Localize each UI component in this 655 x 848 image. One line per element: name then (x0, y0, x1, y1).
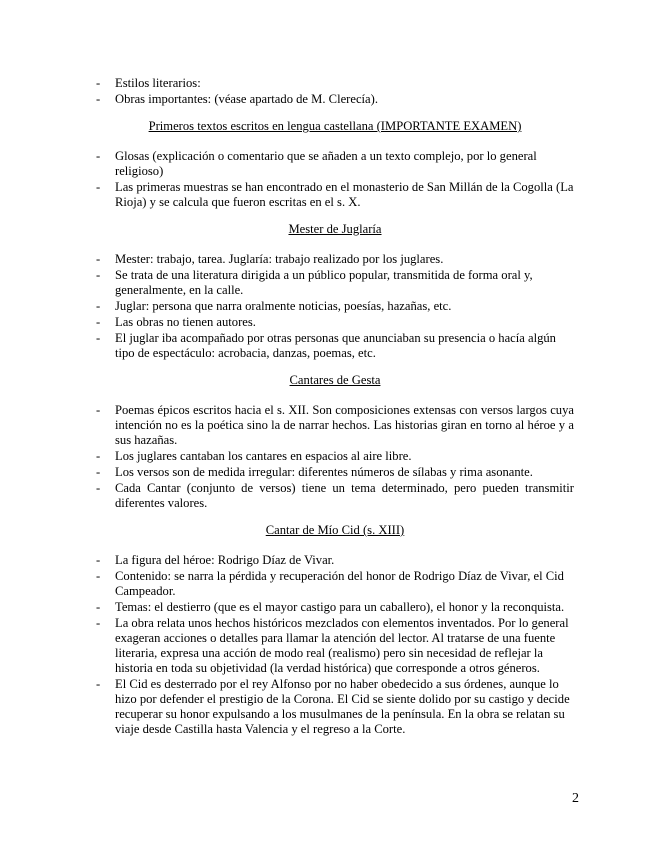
mester-de-juglaria-list (96, 252, 574, 361)
list-item: - Contenido: se narra la pérdida y recuperación del honor de Rodrigo Díaz de Vivar, el Cid Campeador. (96, 569, 574, 599)
list-item: - Cada Cantar (conjunto de versos) tiene un tema determinado, pero pueden transmitir diferentes valores. (96, 481, 574, 511)
list-item: - Poemas épicos escritos hacia el s. XII. Son composiciones extensas con versos largos cuya intención no es la poética sino la de narrar hechos. Las historias giran en torno al héroe y a sus hazañas. (96, 403, 574, 448)
list-item: - Mester: trabajo, tarea. Juglaría: trabajo realizado por los juglares. (96, 252, 574, 267)
section-heading-cantares-de-gesta: Cantares de Gesta (289, 373, 381, 387)
section-heading-cantar-de-mio-cid: Cantar de Mío Cid (s. XIII) (265, 523, 405, 537)
list-item: - Los juglares cantaban los cantares en espacios al aire libre. (96, 449, 574, 464)
list-item: - Los versos son de medida irregular: diferentes números de sílabas y rima asonante. (96, 465, 574, 480)
list-item: - La figura del héroe: Rodrigo Díaz de Vivar. (96, 553, 574, 568)
list-item: - Estilos literarios: (96, 76, 574, 91)
list-item: - Se trata de una literatura dirigida a un público popular, transmitida de forma oral y, generalmente, en la calle. (96, 268, 574, 298)
list-item: - Las primeras muestras se han encontrado en el monasterio de San Millán de la Cogolla (La Rioja) y se calcula que fueron escritas en el s. X. (96, 180, 574, 210)
list-item: - Las obras no tienen autores. (96, 315, 574, 330)
list-item: - Juglar: persona que narra oralmente noticias, poesías, hazañas, etc. (96, 299, 574, 314)
list-item: - La obra relata unos hechos históricos mezclados con elementos inventados. Por lo general exageran acciones o detalles para llamar la atención del lector. Al tratarse de una fuente literaria, expresa una acción de modo real (realismo) pero sin necesidad de reflejar la historia en toda su objetividad (la verdad histórica) que corresponde a otros géneros. (96, 616, 574, 676)
list-item: - El juglar iba acompañado por otras personas que anunciaban su presencia o hacía algún tipo de espectáculo: acrobacia, danzas, poemas, etc. (96, 331, 574, 361)
section-heading-mester-de-juglaria: Mester de Juglaría (288, 222, 382, 236)
list-item: - Temas: el destierro (que es el mayor castigo para un caballero), el honor y la reconquista. (96, 600, 574, 615)
list-item: - Obras importantes: (véase apartado de M. Clerecía). (96, 92, 574, 107)
cantar-de-mio-cid-list (96, 553, 574, 737)
cantares-de-gesta-list (96, 403, 574, 511)
list-item: - El Cid es desterrado por el rey Alfonso por no haber obedecido a sus órdenes, aunque lo hizo por defender el prestigio de la Corona. El Cid se siente dolido por su castigo y decide recuperar su honor expulsando a los musulmanes de la península. En la obra se relatan su viaje desde Castilla hasta Valencia y el regreso a la Corte. (96, 677, 574, 737)
page-content (96, 76, 574, 738)
page-number: 2 (572, 791, 579, 806)
intro-list (96, 76, 574, 107)
list-item: - Glosas (explicación o comentario que se añaden a un texto complejo, por lo general religioso) (96, 149, 574, 179)
section-heading-primeros-textos: Primeros textos escritos en lengua castellana (IMPORTANTE EXAMEN) (148, 119, 522, 133)
primeros-textos-list (96, 149, 574, 210)
